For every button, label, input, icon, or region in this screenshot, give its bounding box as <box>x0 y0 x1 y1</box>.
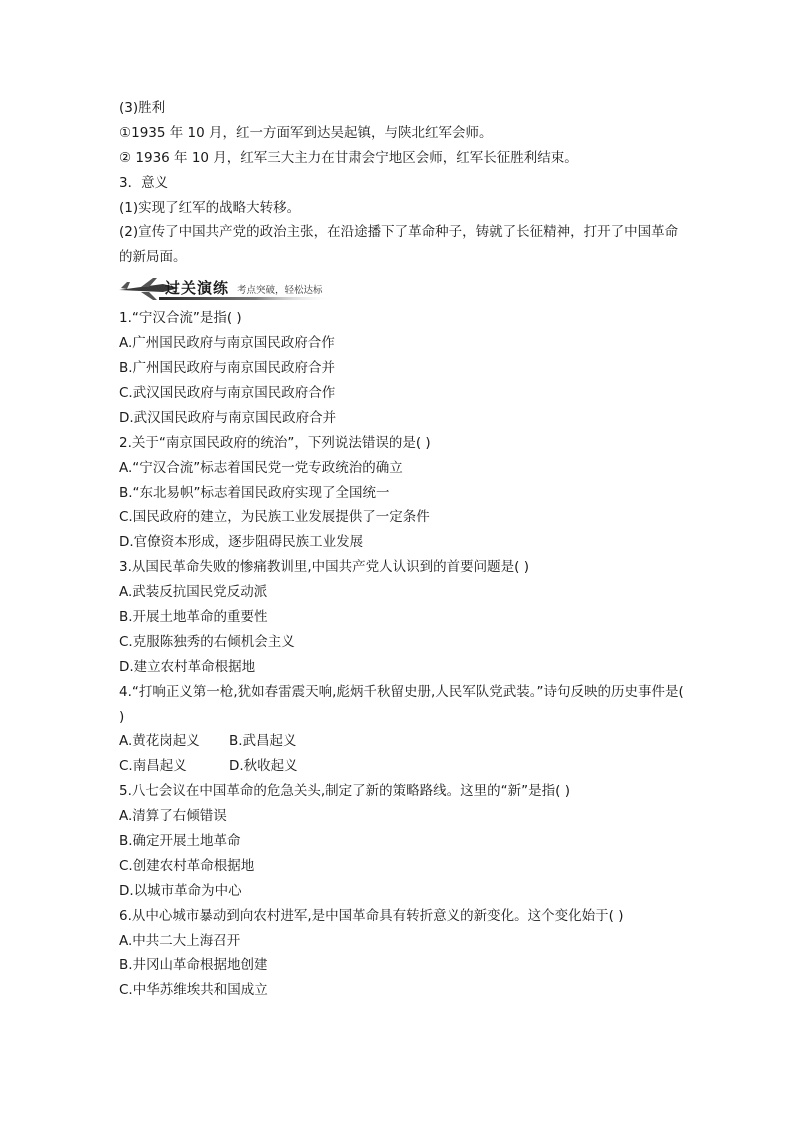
question-6-option-c: C.中华苏维埃共和国成立 <box>119 982 268 999</box>
question-5-option-b: B.确定开展土地革命 <box>119 833 241 849</box>
question-2-option-c: C.国民政府的建立，为民族工业发展提供了一定条件 <box>119 509 430 526</box>
meaning-item-2: (2)宣传了中国共产党的政治主张，在沿途播下了革命种子，铸就了长征精神，打开了中国革命的新局面。 <box>119 224 679 266</box>
question-3-option-b: B.开展土地革命的重要性 <box>119 608 268 625</box>
banner-subtitle: 考点突破，轻松达标 <box>237 285 323 297</box>
question-2-option-a: A.“宁汉合流”标志着国民党一党专政统治的确立 <box>119 459 403 476</box>
question-6-stem: 6.从中心城市暴动到向农村进军,是中国革命具有转折意义的新变化。这个变化始于( ) <box>119 907 624 924</box>
victory-item-1: ①1935 年 10 月，红一方面军到达吴起镇，与陕北红军会师。 <box>119 124 493 141</box>
question-4-options-row-1 <box>119 729 689 754</box>
question-2-option-b: B.“东北易帜”标志着国民政府实现了全国统一 <box>119 484 390 501</box>
question-6-option-b: B.井冈山革命根据地创建 <box>119 957 268 974</box>
meaning-item-1: (1)实现了红军的战略大转移。 <box>119 199 301 216</box>
question-3-option-a: A.武装反抗国民党反动派 <box>119 584 268 601</box>
question-4-option-b: B.武昌起义 <box>229 733 297 750</box>
question-4-stem: 4.“打响正义第一枪,犹如春雷震天响,彪炳千秋留史册,人民军队党武装。”诗句反映的历史事件是( ) <box>119 683 684 725</box>
practice-banner <box>119 274 689 304</box>
question-3-option-c: C.克服陈独秀的右倾机会主义 <box>119 633 295 650</box>
question-1-option-a: A.广州国民政府与南京国民政府合作 <box>119 335 335 352</box>
question-6-option-a: A.中共二大上海召开 <box>119 932 241 949</box>
question-1-stem: 1.“宁汉合流”是指( ) <box>119 310 242 327</box>
question-2-stem: 2.关于“南京国民政府的统治”，下列说法错误的是( ) <box>119 434 431 451</box>
question-5-option-a: A.清算了右倾错误 <box>119 808 227 825</box>
question-1-option-b: B.广州国民政府与南京国民政府合并 <box>119 360 336 377</box>
question-5-option-d: D.以城市革命为中心 <box>119 882 242 899</box>
document-page <box>119 96 689 1003</box>
question-4-option-c: C.南昌起义 <box>119 758 187 775</box>
question-5-option-c: C.创建农村革命根据地 <box>119 857 255 874</box>
question-5-stem: 5.八七会议在中国革命的危急关头,制定了新的策略路线。这里的“新”是指( ) <box>119 783 570 800</box>
question-3-option-d: D.建立农村革命根据地 <box>119 658 256 675</box>
banner-title: 过关演练 <box>165 279 230 298</box>
question-1-option-d: D.武汉国民政府与南京国民政府合并 <box>119 409 337 426</box>
question-2-option-d: D.官僚资本形成，逐步阻碍民族工业发展 <box>119 534 364 551</box>
meaning-heading: 3．意义 <box>119 174 169 191</box>
question-3-stem: 3.从国民革命失败的惨痛教训里,中国共产党人认识到的首要问题是( ) <box>119 559 529 576</box>
victory-heading: (3)胜利 <box>119 100 166 116</box>
question-4-options-row-2 <box>119 754 689 779</box>
question-4-option-d: D.秋收起义 <box>229 758 298 775</box>
question-4-option-a: A.黄花岗起义 <box>119 733 200 750</box>
victory-item-2: ② 1936 年 10 月，红军三大主力在甘肃会宁地区会师，红军长征胜利结束。 <box>119 149 578 166</box>
question-1-option-c: C.武汉国民政府与南京国民政府合作 <box>119 384 336 401</box>
